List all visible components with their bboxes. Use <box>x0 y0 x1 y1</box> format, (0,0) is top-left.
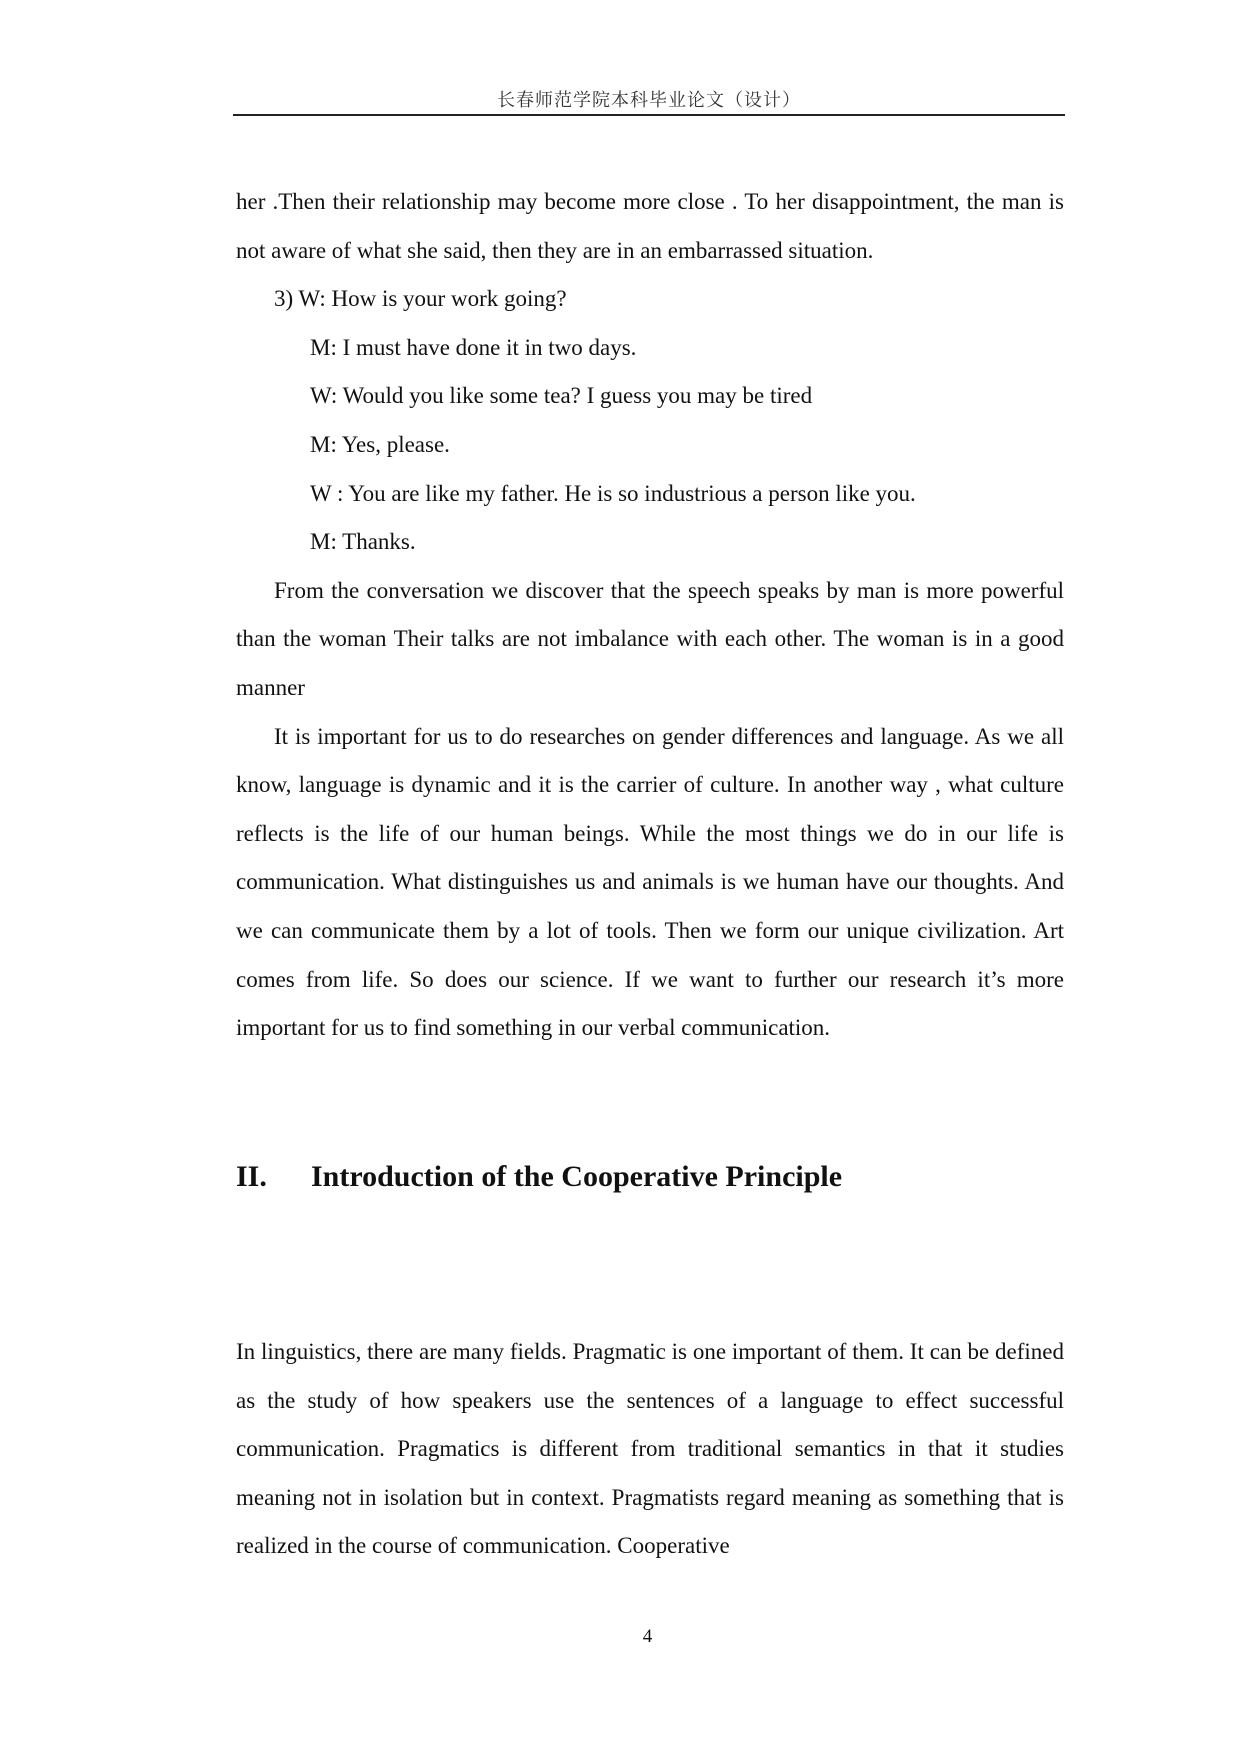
dialogue-line: 3) W: How is your work going? <box>274 286 567 312</box>
section-heading-number: II. <box>236 1160 267 1193</box>
paragraph-continuation: her .Then their relationship may become more close . To her disappointment, the man is not aware of what she said, then they are in an embarrassed situation. <box>236 189 1064 263</box>
section-heading-title: Introduction of the Cooperative Principle <box>311 1160 843 1193</box>
paragraph-conversation-analysis: From the conversation we discover that the speech speaks by man is more powerful than the woman Their talks are not imbalance with each other. The woman is in a good manner <box>236 577 1064 700</box>
section-heading <box>236 1160 842 1194</box>
running-header: 长春师范学院本科毕业论文（设计） <box>497 90 801 111</box>
paragraph-gender-research: It is important for us to do researches on gender differences and language. As we all know, language is dynamic and it is the carrier of culture. In another way , what culture reflects is the life of our human beings. While the most things we do in our life is communication. What distinguishes us and animals is we human have our thoughts. And we can communicate them by a lot of tools. Then we form our unique civilization. Art comes from life. So does our science. If we want to further our research it’s more important for us to find something in our verbal communication. <box>236 723 1064 1041</box>
dialogue-line: W : You are like my father. He is so industrious a person like you. <box>310 480 916 506</box>
dialogue-line: W: Would you like some tea? I guess you may be tired <box>310 383 813 409</box>
dialogue-line: M: Thanks. <box>310 529 416 555</box>
section-two-text <box>236 1328 1064 1571</box>
page-number: 4 <box>642 1626 653 1647</box>
dialogue-line: M: I must have done it in two days. <box>310 334 637 360</box>
header-divider <box>233 114 1065 116</box>
dialogue-line: M: Yes, please. <box>310 431 450 457</box>
paragraph-pragmatics: In linguistics, there are many fields. Pragmatic is one important of them. It can be defined as the study of how speakers use the sentences of a language to effect successful communication. Pragmatics is different from traditional semantics in that it studies meaning not in isolation but in context. Pragmatists regard meaning as something that is realized in the course of communication. Cooperative <box>236 1339 1064 1559</box>
section-continued-text <box>236 178 1064 1053</box>
